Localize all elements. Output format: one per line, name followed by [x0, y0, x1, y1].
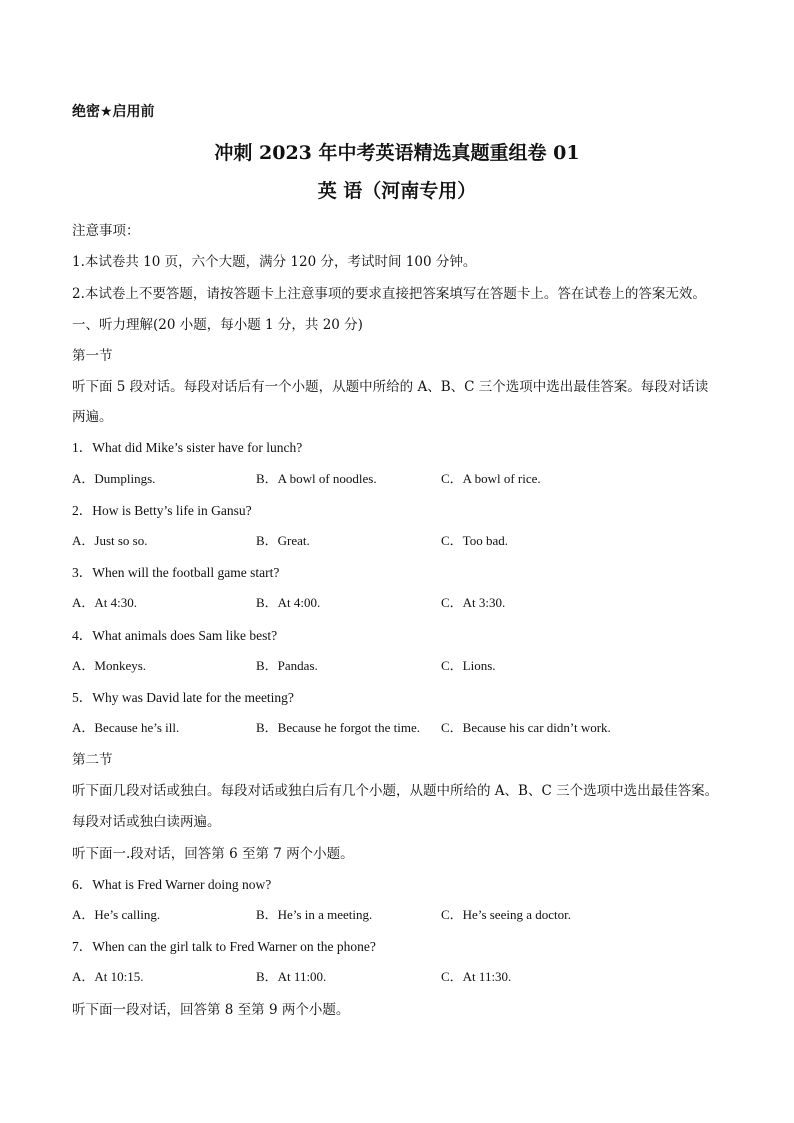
option-6b: B．He’s in a meeting. — [256, 907, 373, 922]
option-2c: C．Too bad. — [441, 533, 508, 548]
section2-sub-instruction-2: 听下面一段对话，回答第 8 至第 9 两个小题。 — [72, 1002, 350, 1018]
question-5: 5．Why was David late for the meeting? — [72, 690, 294, 705]
question-2: 2．How is Betty’s life in Gansu? — [72, 503, 252, 518]
option-5b: B．Because he forgot the time. — [256, 720, 421, 735]
notes-item-1: 1.本试卷共 10 页，六个大题，满分 120 分，考试时间 100 分钟。 — [72, 254, 477, 270]
question-7: 7．When can the girl talk to Fred Warner on the phone? — [72, 939, 376, 954]
exam-subtitle: 英 语（河南专用） — [317, 180, 477, 202]
option-3a: A．At 4:30. — [72, 595, 138, 610]
option-1a: A．Dumplings. — [72, 471, 156, 486]
notes-item-2: 2.本试卷上不要答题，请按答题卡上注意事项的要求直接把答案填写在答题卡上。答在试卷上的答案无效。 — [72, 286, 706, 302]
section1-instruction-line2: 两遍。 — [72, 409, 113, 425]
section2-instruction-line2: 每段对话或独白读两遍。 — [72, 814, 221, 830]
question-1: 1．What did Mike’s sister have for lunch? — [72, 440, 303, 455]
option-6a: A．He’s calling. — [72, 907, 161, 922]
part1-heading: 一、听力理解(20 小题，每小题 1 分，共 20 分) — [72, 317, 363, 333]
option-3b: B．At 4:00. — [256, 595, 321, 610]
section1-instruction-line1: 听下面 5 段对话。每段对话后有一个小题，从题中所给的 A、B、C 三个选项中选出最佳答案。每段对话读 — [72, 379, 709, 395]
option-4a: A．Monkeys. — [72, 658, 147, 673]
option-7c: C．At 11:30. — [441, 969, 512, 984]
option-4c: C．Lions. — [441, 658, 496, 673]
option-1c: C．A bowl of rice. — [441, 471, 541, 486]
notes-heading: 注意事项： — [72, 223, 140, 239]
option-7b: B．At 11:00. — [256, 969, 327, 984]
question-3: 3．When will the football game start? — [72, 565, 280, 580]
option-4b: B．Pandas. — [256, 658, 318, 673]
secret-label: 绝密★启用前 — [72, 104, 155, 120]
section2-sub-instruction-1: 听下面一.段对话，回答第 6 至第 7 两个小题。 — [72, 846, 354, 862]
option-7a: A．At 10:15. — [72, 969, 144, 984]
option-1b: B．A bowl of noodles. — [256, 471, 377, 486]
option-3c: C．At 3:30. — [441, 595, 506, 610]
section2-heading: 第二节 — [72, 752, 113, 768]
option-5c: C．Because his car didn’t work. — [441, 720, 611, 735]
question-6: 6．What is Fred Warner doing now? — [72, 877, 272, 892]
section1-heading: 第一节 — [72, 348, 113, 364]
exam-title: 冲刺 2023 年中考英语精选真题重组卷 01 — [214, 142, 580, 164]
section2-instruction-line1: 听下面几段对话或独白。每段对话或独白后有几个小题，从题中所给的 A、B、C 三个选项中选出最佳答案。 — [72, 783, 719, 799]
option-6c: C．He’s seeing a doctor. — [441, 907, 571, 922]
option-2b: B．Great. — [256, 533, 310, 548]
option-5a: A．Because he’s ill. — [72, 720, 180, 735]
question-4: 4．What animals does Sam like best? — [72, 628, 278, 643]
option-2a: A．Just so so. — [72, 533, 148, 548]
